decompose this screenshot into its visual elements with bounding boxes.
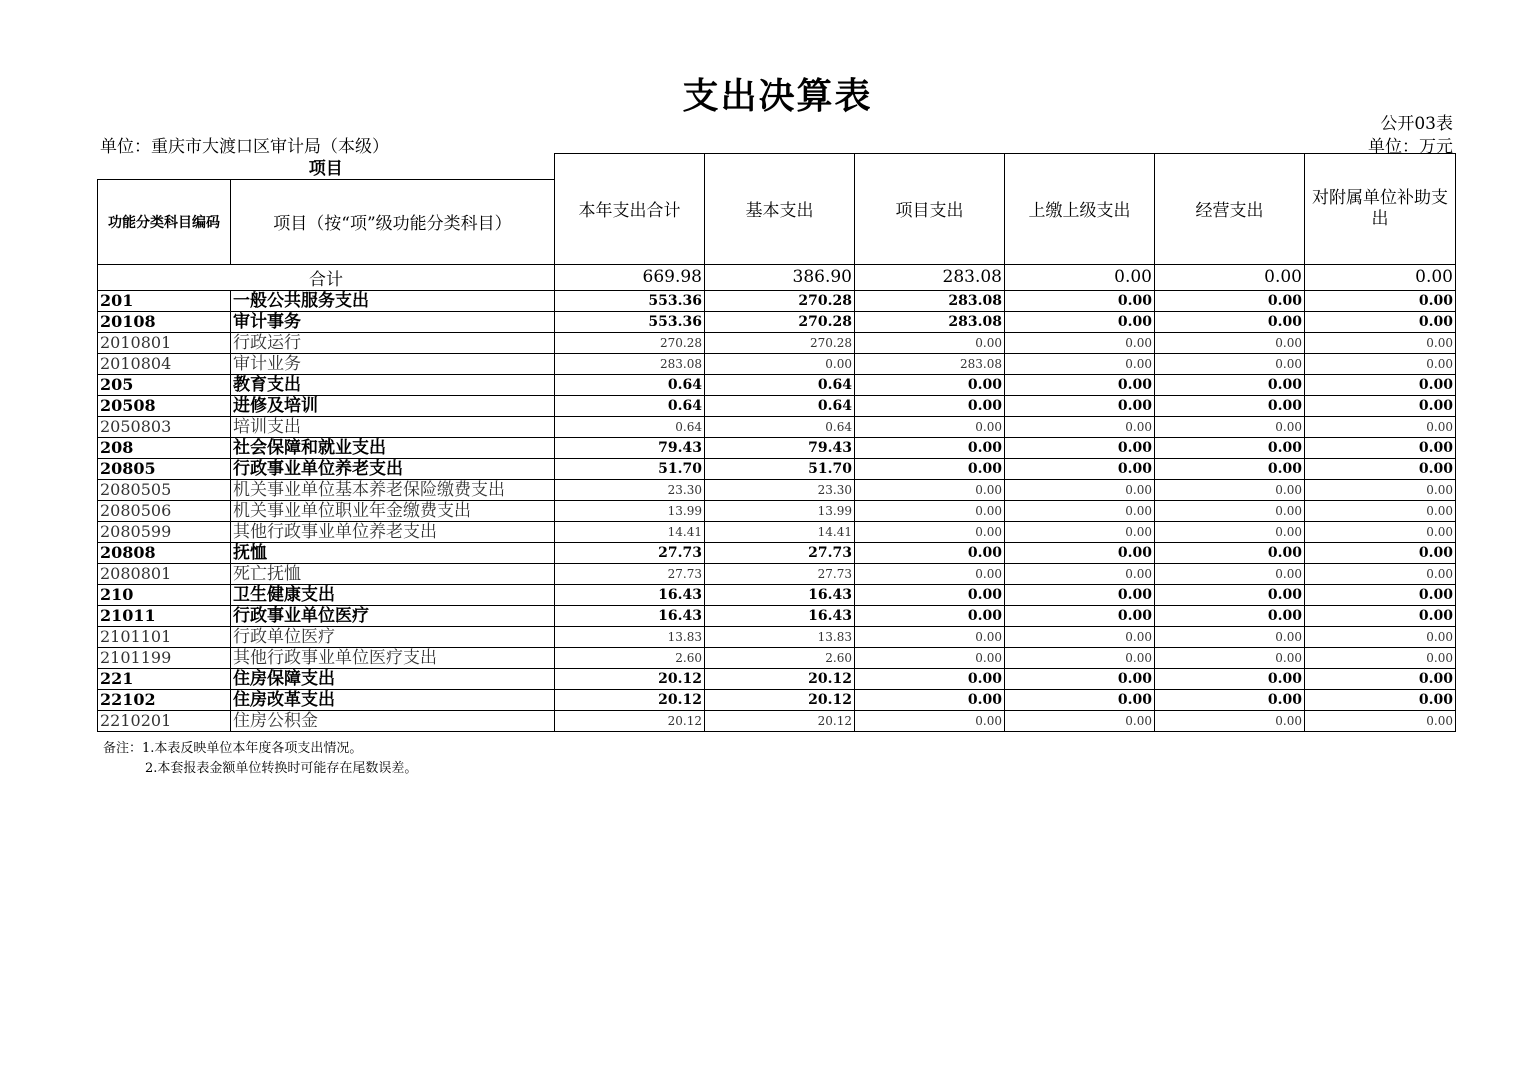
row-value: 20.12 [705, 710, 855, 731]
row-value: 0.00 [1305, 689, 1456, 710]
table-row [98, 710, 1456, 731]
row-value: 0.00 [855, 542, 1005, 563]
row-value: 0.00 [855, 563, 1005, 584]
row-value: 13.99 [555, 500, 705, 521]
row-value: 0.00 [1305, 395, 1456, 416]
header-basic: 基本支出 [705, 154, 855, 265]
row-value: 0.00 [1305, 605, 1456, 626]
row-value: 0.00 [1155, 626, 1305, 647]
row-value: 0.00 [1305, 521, 1456, 542]
row-value: 0.64 [555, 374, 705, 395]
total-value: 386.90 [705, 264, 855, 290]
row-code: 2080506 [98, 500, 231, 521]
table-row [98, 626, 1456, 647]
row-value: 0.00 [1005, 584, 1155, 605]
row-value: 270.28 [705, 290, 855, 311]
row-value: 0.00 [1155, 605, 1305, 626]
note-line-2: 2.本套报表金额单位转换时可能存在尾数误差。 [145, 761, 418, 776]
row-value: 0.00 [1155, 521, 1305, 542]
row-value: 0.00 [1005, 353, 1155, 374]
row-value: 0.00 [855, 395, 1005, 416]
row-value: 20.12 [555, 668, 705, 689]
row-name: 行政运行 [231, 332, 555, 353]
row-name: 住房改革支出 [231, 689, 555, 710]
table-row [98, 332, 1456, 353]
row-code: 2080505 [98, 479, 231, 500]
row-value: 0.00 [705, 353, 855, 374]
row-value: 270.28 [705, 311, 855, 332]
table-row [98, 479, 1456, 500]
table-row [98, 521, 1456, 542]
row-value: 0.00 [1305, 374, 1456, 395]
row-value: 20.12 [705, 689, 855, 710]
row-code: 221 [98, 668, 231, 689]
total-row [98, 264, 1456, 290]
row-value: 0.64 [705, 416, 855, 437]
row-value: 13.83 [555, 626, 705, 647]
row-value: 0.00 [1155, 479, 1305, 500]
row-value: 0.64 [705, 395, 855, 416]
header-upper-remit: 上缴上级支出 [1005, 154, 1155, 265]
row-code: 20808 [98, 542, 231, 563]
row-value: 283.08 [855, 290, 1005, 311]
page-title: 支出决算表 [682, 75, 873, 117]
row-code: 208 [98, 437, 231, 458]
row-name: 教育支出 [231, 374, 555, 395]
row-value: 553.36 [555, 290, 705, 311]
row-code: 21011 [98, 605, 231, 626]
total-value: 0.00 [1305, 264, 1456, 290]
row-code: 2010801 [98, 332, 231, 353]
row-name: 其他行政事业单位医疗支出 [231, 647, 555, 668]
row-value: 27.73 [555, 563, 705, 584]
row-value: 0.00 [1305, 437, 1456, 458]
row-value: 283.08 [855, 311, 1005, 332]
notes [103, 739, 417, 779]
total-value: 0.00 [1005, 264, 1155, 290]
row-value: 0.00 [1155, 710, 1305, 731]
row-value: 16.43 [705, 584, 855, 605]
row-value: 13.99 [705, 500, 855, 521]
row-value: 0.00 [1005, 710, 1155, 731]
row-name: 培训支出 [231, 416, 555, 437]
row-value: 13.83 [705, 626, 855, 647]
row-value: 0.00 [1005, 563, 1155, 584]
row-value: 20.12 [705, 668, 855, 689]
row-value: 0.00 [855, 668, 1005, 689]
row-value: 27.73 [705, 542, 855, 563]
header-project-expenditure: 项目支出 [855, 154, 1005, 265]
row-value: 14.41 [705, 521, 855, 542]
table-row [98, 563, 1456, 584]
table-row [98, 647, 1456, 668]
row-value: 0.00 [1305, 647, 1456, 668]
row-value: 0.00 [1305, 353, 1456, 374]
total-value: 669.98 [555, 264, 705, 290]
row-name: 进修及培训 [231, 395, 555, 416]
header-business: 经营支出 [1155, 154, 1305, 265]
row-value: 283.08 [855, 353, 1005, 374]
row-value: 2.60 [555, 647, 705, 668]
row-value: 2.60 [705, 647, 855, 668]
row-name: 抚恤 [231, 542, 555, 563]
row-value: 0.00 [1305, 416, 1456, 437]
row-name: 机关事业单位基本养老保险缴费支出 [231, 479, 555, 500]
header-code: 功能分类科目编码 [98, 179, 231, 264]
row-code: 205 [98, 374, 231, 395]
row-code: 20108 [98, 311, 231, 332]
header-total: 本年支出合计 [555, 154, 705, 265]
row-value: 0.00 [855, 416, 1005, 437]
row-value: 0.64 [555, 395, 705, 416]
row-value: 0.00 [1155, 668, 1305, 689]
row-value: 0.00 [1305, 458, 1456, 479]
row-name: 死亡抚恤 [231, 563, 555, 584]
table-row [98, 500, 1456, 521]
row-value: 0.00 [1005, 290, 1155, 311]
row-value: 23.30 [705, 479, 855, 500]
row-value: 0.64 [705, 374, 855, 395]
row-value: 0.00 [1305, 584, 1456, 605]
table-row [98, 542, 1456, 563]
row-value: 0.00 [855, 458, 1005, 479]
header-name: 项目（按“项”级功能分类科目） [231, 179, 555, 264]
row-value: 0.00 [855, 710, 1005, 731]
row-value: 0.00 [1005, 668, 1155, 689]
row-value: 0.00 [1005, 647, 1155, 668]
row-value: 79.43 [555, 437, 705, 458]
row-name: 行政事业单位医疗 [231, 605, 555, 626]
row-value: 0.00 [1155, 563, 1305, 584]
row-value: 0.00 [1005, 689, 1155, 710]
row-value: 0.00 [855, 521, 1005, 542]
row-code: 20805 [98, 458, 231, 479]
row-value: 0.00 [1305, 710, 1456, 731]
row-code: 210 [98, 584, 231, 605]
row-value: 0.00 [1305, 500, 1456, 521]
row-value: 0.00 [1005, 605, 1155, 626]
row-value: 0.00 [855, 500, 1005, 521]
unit-name: 单位：重庆市大渡口区审计局（本级） [100, 137, 389, 157]
row-value: 0.00 [1005, 395, 1155, 416]
row-value: 51.70 [555, 458, 705, 479]
table-row [98, 668, 1456, 689]
row-value: 0.00 [1005, 374, 1155, 395]
form-number: 公开03表 [1380, 114, 1453, 134]
currency-unit: 单位：万元 [1368, 137, 1453, 157]
row-value: 0.00 [1155, 353, 1305, 374]
row-value: 16.43 [705, 605, 855, 626]
row-value: 270.28 [555, 332, 705, 353]
row-value: 14.41 [555, 521, 705, 542]
row-value: 79.43 [705, 437, 855, 458]
row-code: 2101199 [98, 647, 231, 668]
table-row [98, 416, 1456, 437]
row-value: 0.00 [855, 689, 1005, 710]
row-code: 2101101 [98, 626, 231, 647]
row-value: 0.00 [1155, 290, 1305, 311]
row-value: 0.00 [1155, 374, 1305, 395]
table-row [98, 689, 1456, 710]
row-name: 审计业务 [231, 353, 555, 374]
row-code: 201 [98, 290, 231, 311]
total-value: 0.00 [1155, 264, 1305, 290]
row-value: 0.00 [1005, 626, 1155, 647]
note-line-1: 备注：1.本表反映单位本年度各项支出情况。 [103, 741, 363, 756]
row-value: 0.00 [1005, 311, 1155, 332]
row-value: 51.70 [705, 458, 855, 479]
row-code: 22102 [98, 689, 231, 710]
row-value: 0.00 [1305, 626, 1456, 647]
table-row [98, 395, 1456, 416]
row-value: 16.43 [555, 584, 705, 605]
table-row [98, 374, 1456, 395]
row-value: 0.00 [1005, 437, 1155, 458]
row-value: 0.00 [1005, 416, 1155, 437]
row-value: 0.00 [1305, 290, 1456, 311]
row-name: 其他行政事业单位养老支出 [231, 521, 555, 542]
row-value: 0.00 [1305, 311, 1456, 332]
table-row [98, 311, 1456, 332]
row-value: 0.00 [1005, 542, 1155, 563]
row-value: 283.08 [555, 353, 705, 374]
row-value: 0.00 [1155, 542, 1305, 563]
row-value: 0.00 [1005, 500, 1155, 521]
row-value: 0.00 [855, 437, 1005, 458]
row-value: 0.00 [1305, 563, 1456, 584]
row-value: 0.00 [1005, 521, 1155, 542]
row-name: 社会保障和就业支出 [231, 437, 555, 458]
row-name: 行政事业单位养老支出 [231, 458, 555, 479]
row-value: 0.00 [1155, 332, 1305, 353]
row-value: 0.00 [1155, 500, 1305, 521]
row-value: 553.36 [555, 311, 705, 332]
row-value: 0.00 [855, 647, 1005, 668]
row-value: 0.00 [855, 626, 1005, 647]
row-value: 270.28 [705, 332, 855, 353]
row-code: 2050803 [98, 416, 231, 437]
row-code: 20508 [98, 395, 231, 416]
row-value: 0.00 [855, 584, 1005, 605]
row-value: 0.00 [1155, 647, 1305, 668]
row-value: 0.00 [1005, 458, 1155, 479]
row-code: 2080801 [98, 563, 231, 584]
row-value: 0.00 [1005, 479, 1155, 500]
row-value: 0.00 [1155, 458, 1305, 479]
row-value: 0.00 [1155, 395, 1305, 416]
row-value: 0.00 [855, 332, 1005, 353]
row-name: 审计事务 [231, 311, 555, 332]
row-value: 0.00 [1305, 668, 1456, 689]
row-value: 16.43 [555, 605, 705, 626]
row-value: 0.00 [1305, 332, 1456, 353]
row-code: 2210201 [98, 710, 231, 731]
row-value: 0.64 [555, 416, 705, 437]
row-value: 0.00 [1305, 479, 1456, 500]
header-project: 项目 [98, 154, 555, 180]
expenditure-table [97, 153, 1456, 732]
row-value: 0.00 [1155, 416, 1305, 437]
total-label: 合计 [98, 264, 555, 290]
row-value: 0.00 [855, 374, 1005, 395]
row-value: 27.73 [705, 563, 855, 584]
row-value: 0.00 [1155, 311, 1305, 332]
row-value: 27.73 [555, 542, 705, 563]
row-value: 20.12 [555, 710, 705, 731]
row-value: 0.00 [1305, 542, 1456, 563]
header-subsidy: 对附属单位补助支出 [1305, 154, 1456, 265]
table-row [98, 437, 1456, 458]
row-value: 20.12 [555, 689, 705, 710]
row-code: 2010804 [98, 353, 231, 374]
total-value: 283.08 [855, 264, 1005, 290]
row-value: 0.00 [1155, 584, 1305, 605]
row-value: 23.30 [555, 479, 705, 500]
table-row [98, 605, 1456, 626]
row-value: 0.00 [1005, 332, 1155, 353]
row-code: 2080599 [98, 521, 231, 542]
row-value: 0.00 [1155, 437, 1305, 458]
row-name: 行政单位医疗 [231, 626, 555, 647]
row-value: 0.00 [855, 479, 1005, 500]
row-name: 住房保障支出 [231, 668, 555, 689]
row-value: 0.00 [855, 605, 1005, 626]
row-value: 0.00 [1155, 689, 1305, 710]
row-name: 一般公共服务支出 [231, 290, 555, 311]
table-row [98, 458, 1456, 479]
table-row [98, 290, 1456, 311]
row-name: 卫生健康支出 [231, 584, 555, 605]
table-row [98, 584, 1456, 605]
table-row [98, 353, 1456, 374]
row-name: 机关事业单位职业年金缴费支出 [231, 500, 555, 521]
row-name: 住房公积金 [231, 710, 555, 731]
